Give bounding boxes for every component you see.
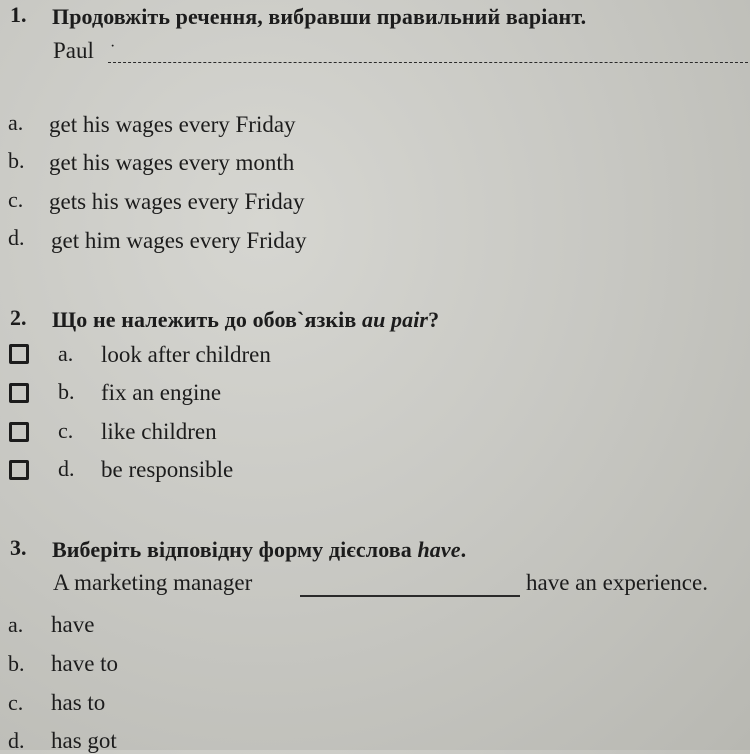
- option-text: has to: [51, 690, 106, 715]
- heading-suffix: .: [460, 537, 467, 562]
- option-checkbox[interactable]: [9, 460, 29, 480]
- heading-emphasis: au pair: [361, 307, 429, 332]
- question-number: 3.: [10, 535, 27, 560]
- option-text: get his wages every month: [49, 150, 295, 175]
- option-text: have to: [51, 651, 119, 676]
- stem-tick: ·: [110, 38, 116, 55]
- option-text: be responsible: [101, 457, 234, 482]
- option-letter: d.: [58, 456, 75, 481]
- question-heading: Продовжіть речення, вибравши правильний варіант.: [52, 4, 587, 29]
- option-text: get him wages every Friday: [51, 228, 307, 253]
- option-text: look after children: [101, 342, 271, 367]
- option-letter: c.: [58, 418, 74, 443]
- option-letter: c.: [8, 187, 24, 212]
- question-number: 2.: [10, 305, 27, 330]
- question-number: 1.: [10, 2, 27, 27]
- option-letter: b.: [8, 148, 25, 173]
- option-text: has got: [51, 728, 117, 753]
- answer-blank: [300, 595, 520, 597]
- option-letter: a.: [8, 110, 24, 135]
- sentence-stem: Paul: [53, 38, 94, 63]
- option-text: have: [51, 612, 95, 637]
- option-text: like children: [101, 419, 217, 444]
- answer-blank: [108, 62, 748, 63]
- question-heading: [52, 307, 439, 333]
- option-letter: a.: [58, 341, 74, 366]
- heading-text: Що не належить до обов`язків: [52, 307, 362, 332]
- question-heading: [52, 537, 466, 563]
- option-letter: d.: [8, 225, 25, 250]
- option-letter: b.: [58, 379, 75, 404]
- sentence-stem: A marketing manager: [53, 570, 253, 595]
- option-checkbox[interactable]: [9, 344, 29, 364]
- option-text: gets his wages every Friday: [49, 189, 305, 214]
- option-text: get his wages every Friday: [49, 112, 296, 137]
- option-text: fix an engine: [101, 380, 222, 405]
- sentence-stem-end: have an experience.: [526, 570, 708, 595]
- option-letter: c.: [8, 690, 24, 715]
- option-letter: a.: [8, 612, 24, 637]
- option-checkbox[interactable]: [9, 422, 29, 442]
- option-letter: d.: [8, 728, 25, 753]
- heading-emphasis: have: [417, 537, 461, 562]
- heading-text: Виберіть відповідну форму дієслова: [52, 537, 418, 562]
- option-letter: b.: [8, 651, 25, 676]
- option-checkbox[interactable]: [9, 383, 29, 403]
- heading-suffix: ?: [428, 307, 440, 332]
